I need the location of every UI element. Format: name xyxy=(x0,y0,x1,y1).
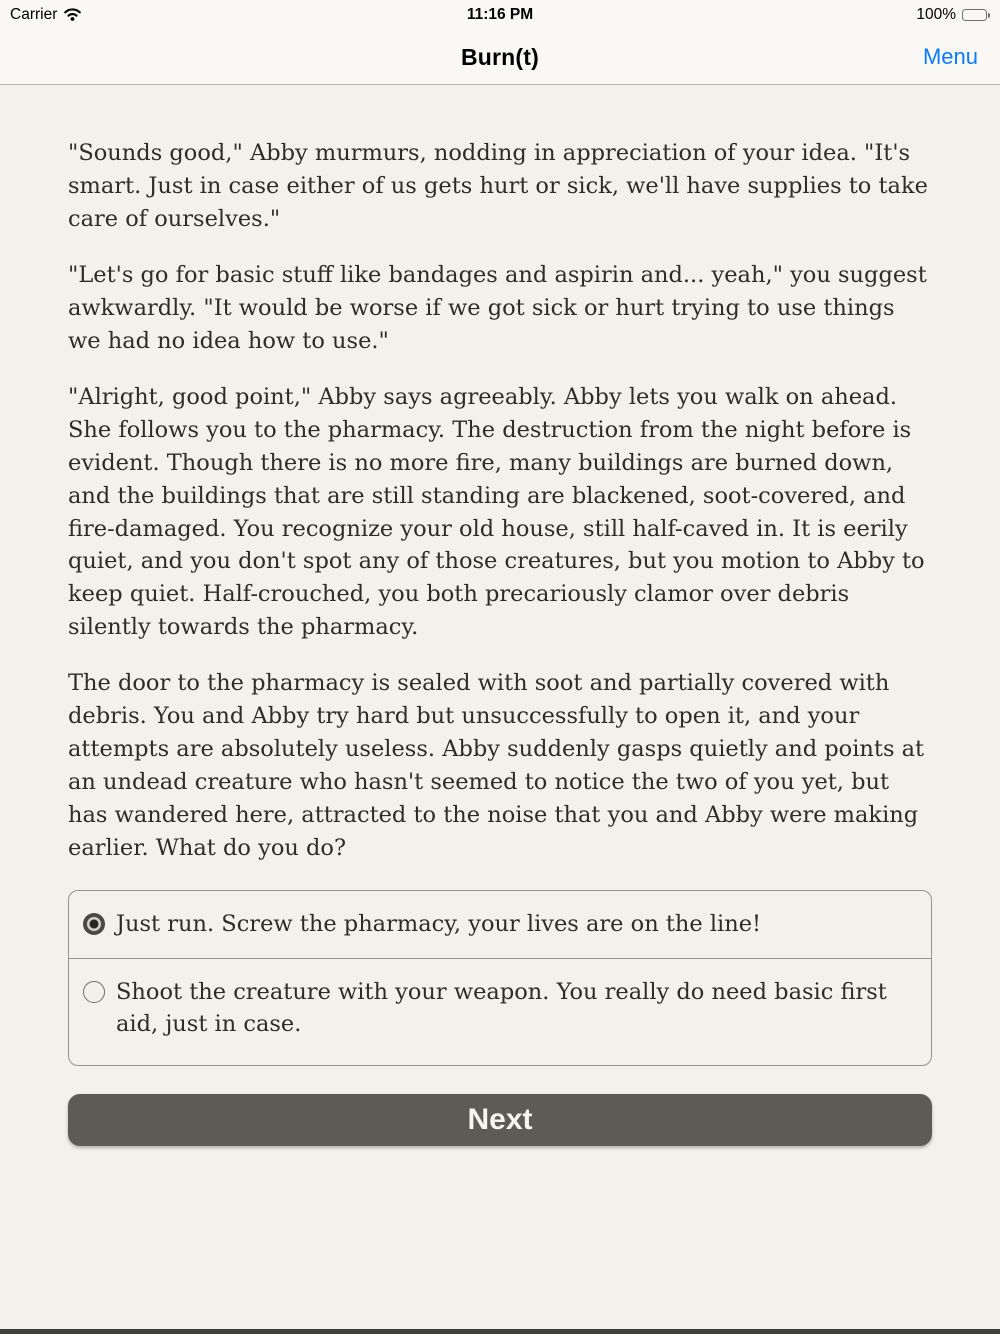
battery-icon xyxy=(962,9,990,21)
top-chrome xyxy=(0,0,1000,85)
status-bar xyxy=(0,0,1000,30)
choice-option-shoot-creature[interactable] xyxy=(69,958,931,1065)
nav-bar xyxy=(0,30,1000,84)
story-paragraph: "Let's go for basic stuff like bandages and aspirin and... yeah," you suggest awkwardly. "It would be worse if we got sick or hurt trying to use things we had no idea how to use." xyxy=(68,261,927,354)
choice-option-just-run[interactable] xyxy=(69,891,931,958)
status-left-cluster xyxy=(10,5,82,26)
menu-button[interactable]: Menu xyxy=(923,30,978,84)
radio-selected-icon[interactable] xyxy=(83,913,105,935)
carrier-label: Carrier xyxy=(10,6,58,23)
radio-unselected-icon[interactable] xyxy=(83,981,105,1003)
wifi-icon xyxy=(63,7,82,26)
next-button[interactable]: Next xyxy=(68,1094,932,1146)
status-time: 11:16 PM xyxy=(466,6,534,23)
choice-label: Just run. Screw the pharmacy, your lives are on the line! xyxy=(116,911,762,938)
story-paragraph: "Alright, good point," Abby says agreeably. Abby lets you walk on ahead. She follows you to the pharmacy. The destruction from the night before is evident. Though there is no more fire, many buildings are burned down, and the buildings that are still standing are blackened, soot-covered, and fire-damaged. You recognize your old house, still half-caved in. It is eerily quiet, and you don't spot any of those creatures, but you motion to Abby to keep quiet. Half-crouched, you both precariously clamor over debris silently towards the pharmacy. xyxy=(68,383,925,641)
story-content xyxy=(0,85,1000,1146)
battery-percent-label: 100% xyxy=(916,6,956,23)
choice-label: Shoot the creature with your weapon. You really do need basic first aid, just in case. xyxy=(116,978,887,1038)
bottom-edge-strip xyxy=(0,1329,1000,1334)
story-paragraph: The door to the pharmacy is sealed with soot and partially covered with debris. You and Abby try hard but unsuccessfully to open it, and your attempts are absolutely useless. Abby suddenly gasps quietly and points at an undead creature who hasn't seemed to notice the two of you yet, but has wandered here, attracted to the noise that you and Abby were making earlier. What do you do? xyxy=(68,670,925,862)
story-paragraph: "Sounds good," Abby murmurs, nodding in appreciation of your idea. "It's smart. Just in case either of us gets hurt or sick, we'll have supplies to take care of ourselves." xyxy=(68,140,928,232)
choice-group xyxy=(68,890,932,1066)
page-title: Burn(t) xyxy=(460,43,540,70)
status-right-cluster xyxy=(916,6,990,24)
